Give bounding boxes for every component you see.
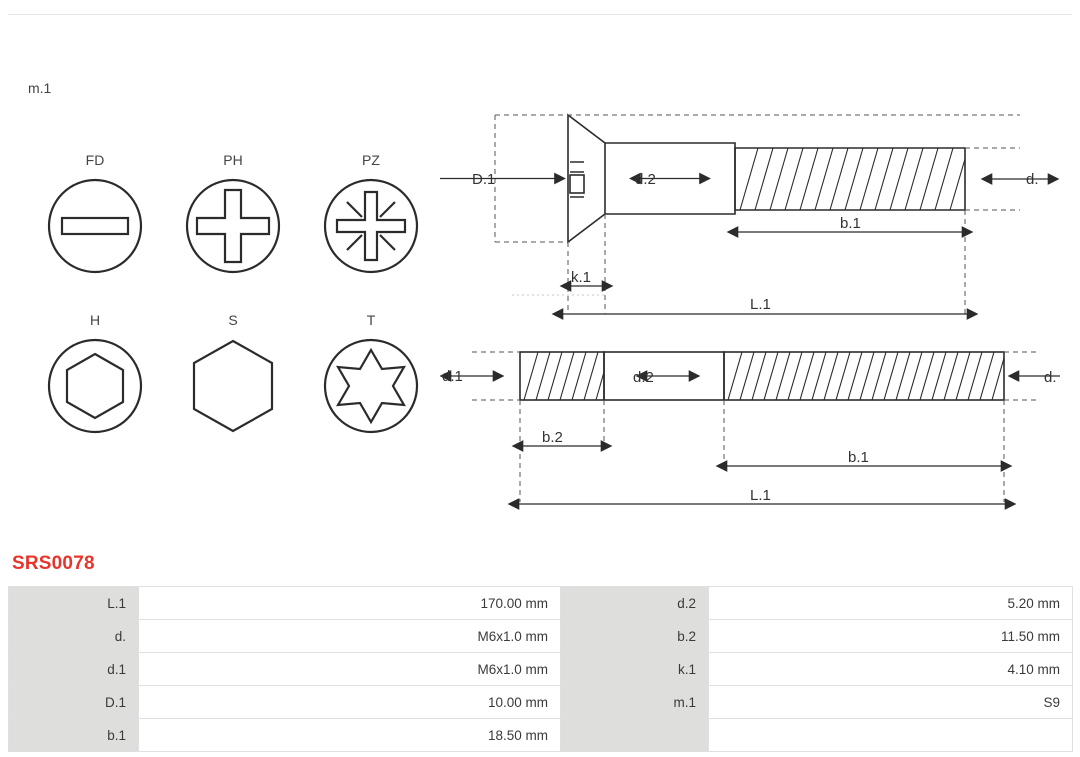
top-divider [8, 14, 1072, 15]
label-D1: D.1 [472, 171, 496, 188]
spec-value: 11.50 mm [709, 620, 1073, 653]
spec-key: d. [9, 620, 139, 653]
spec-key: k.1 [561, 653, 709, 686]
spec-key: L.1 [9, 587, 139, 620]
label-d1-stud: d.1 [442, 368, 463, 385]
slotted-head-icon [45, 176, 145, 276]
drive-head-label: FD [85, 152, 105, 168]
part-code: SRS0078 [12, 553, 95, 574]
drive-head-ph [168, 152, 298, 276]
drive-head-label: PH [223, 152, 243, 168]
drive-head-label: S [228, 312, 238, 328]
label-L1-stud: L.1 [750, 487, 771, 504]
table-row [9, 620, 1073, 653]
spec-value: 4.10 mm [709, 653, 1073, 686]
label-b1-screw: b.1 [840, 215, 861, 232]
spec-key: D.1 [9, 686, 139, 719]
label-L1-screw: L.1 [750, 296, 771, 313]
spec-value: M6x1.0 mm [139, 620, 561, 653]
countersunk-screw-drawing [440, 115, 1049, 314]
spec-key: d.2 [561, 587, 709, 620]
phillips-head-icon [183, 176, 283, 276]
table-row [9, 719, 1073, 752]
spec-value: M6x1.0 mm [139, 653, 561, 686]
torx-head-icon [321, 336, 421, 436]
label-k1: k.1 [571, 269, 592, 286]
drive-head-s [168, 312, 298, 436]
hex-external-head-icon [183, 336, 283, 436]
spec-key: m.1 [561, 686, 709, 719]
label-d2-screw: d.2 [635, 171, 656, 188]
spec-value: S9 [709, 686, 1073, 719]
pozidriv-head-icon [321, 176, 421, 276]
spec-value: 170.00 mm [139, 587, 561, 620]
spec-key: d.1 [9, 653, 139, 686]
double-end-stud-drawing [450, 352, 1060, 504]
label-b2: b.2 [542, 429, 563, 446]
spec-table [8, 586, 1073, 752]
spec-value: 18.50 mm [139, 719, 561, 752]
spec-value-empty [709, 719, 1073, 752]
m1-caption: m.1 [28, 80, 52, 96]
drive-head-label: T [366, 312, 376, 328]
drive-head-pz [306, 152, 436, 276]
spec-key: b.2 [561, 620, 709, 653]
label-b1-stud: b.1 [848, 449, 869, 466]
table-row [9, 653, 1073, 686]
spec-key: b.1 [9, 719, 139, 752]
technical-drawings [440, 62, 1060, 522]
table-row [9, 686, 1073, 719]
hex-socket-head-icon [45, 336, 145, 436]
label-d-stud: d. [1044, 369, 1057, 386]
drive-head-label: PZ [362, 152, 380, 168]
label-d2-stud: d.2 [633, 369, 654, 386]
drive-head-h [30, 312, 160, 436]
drive-head-label: H [89, 312, 101, 328]
label-d-screw: d. [1026, 171, 1039, 188]
drive-head-t [306, 312, 436, 436]
spec-value: 5.20 mm [709, 587, 1073, 620]
drive-head-fd [30, 152, 160, 276]
spec-key-empty [561, 719, 709, 752]
table-row [9, 587, 1073, 620]
diagram-area [0, 22, 1080, 522]
spec-value: 10.00 mm [139, 686, 561, 719]
